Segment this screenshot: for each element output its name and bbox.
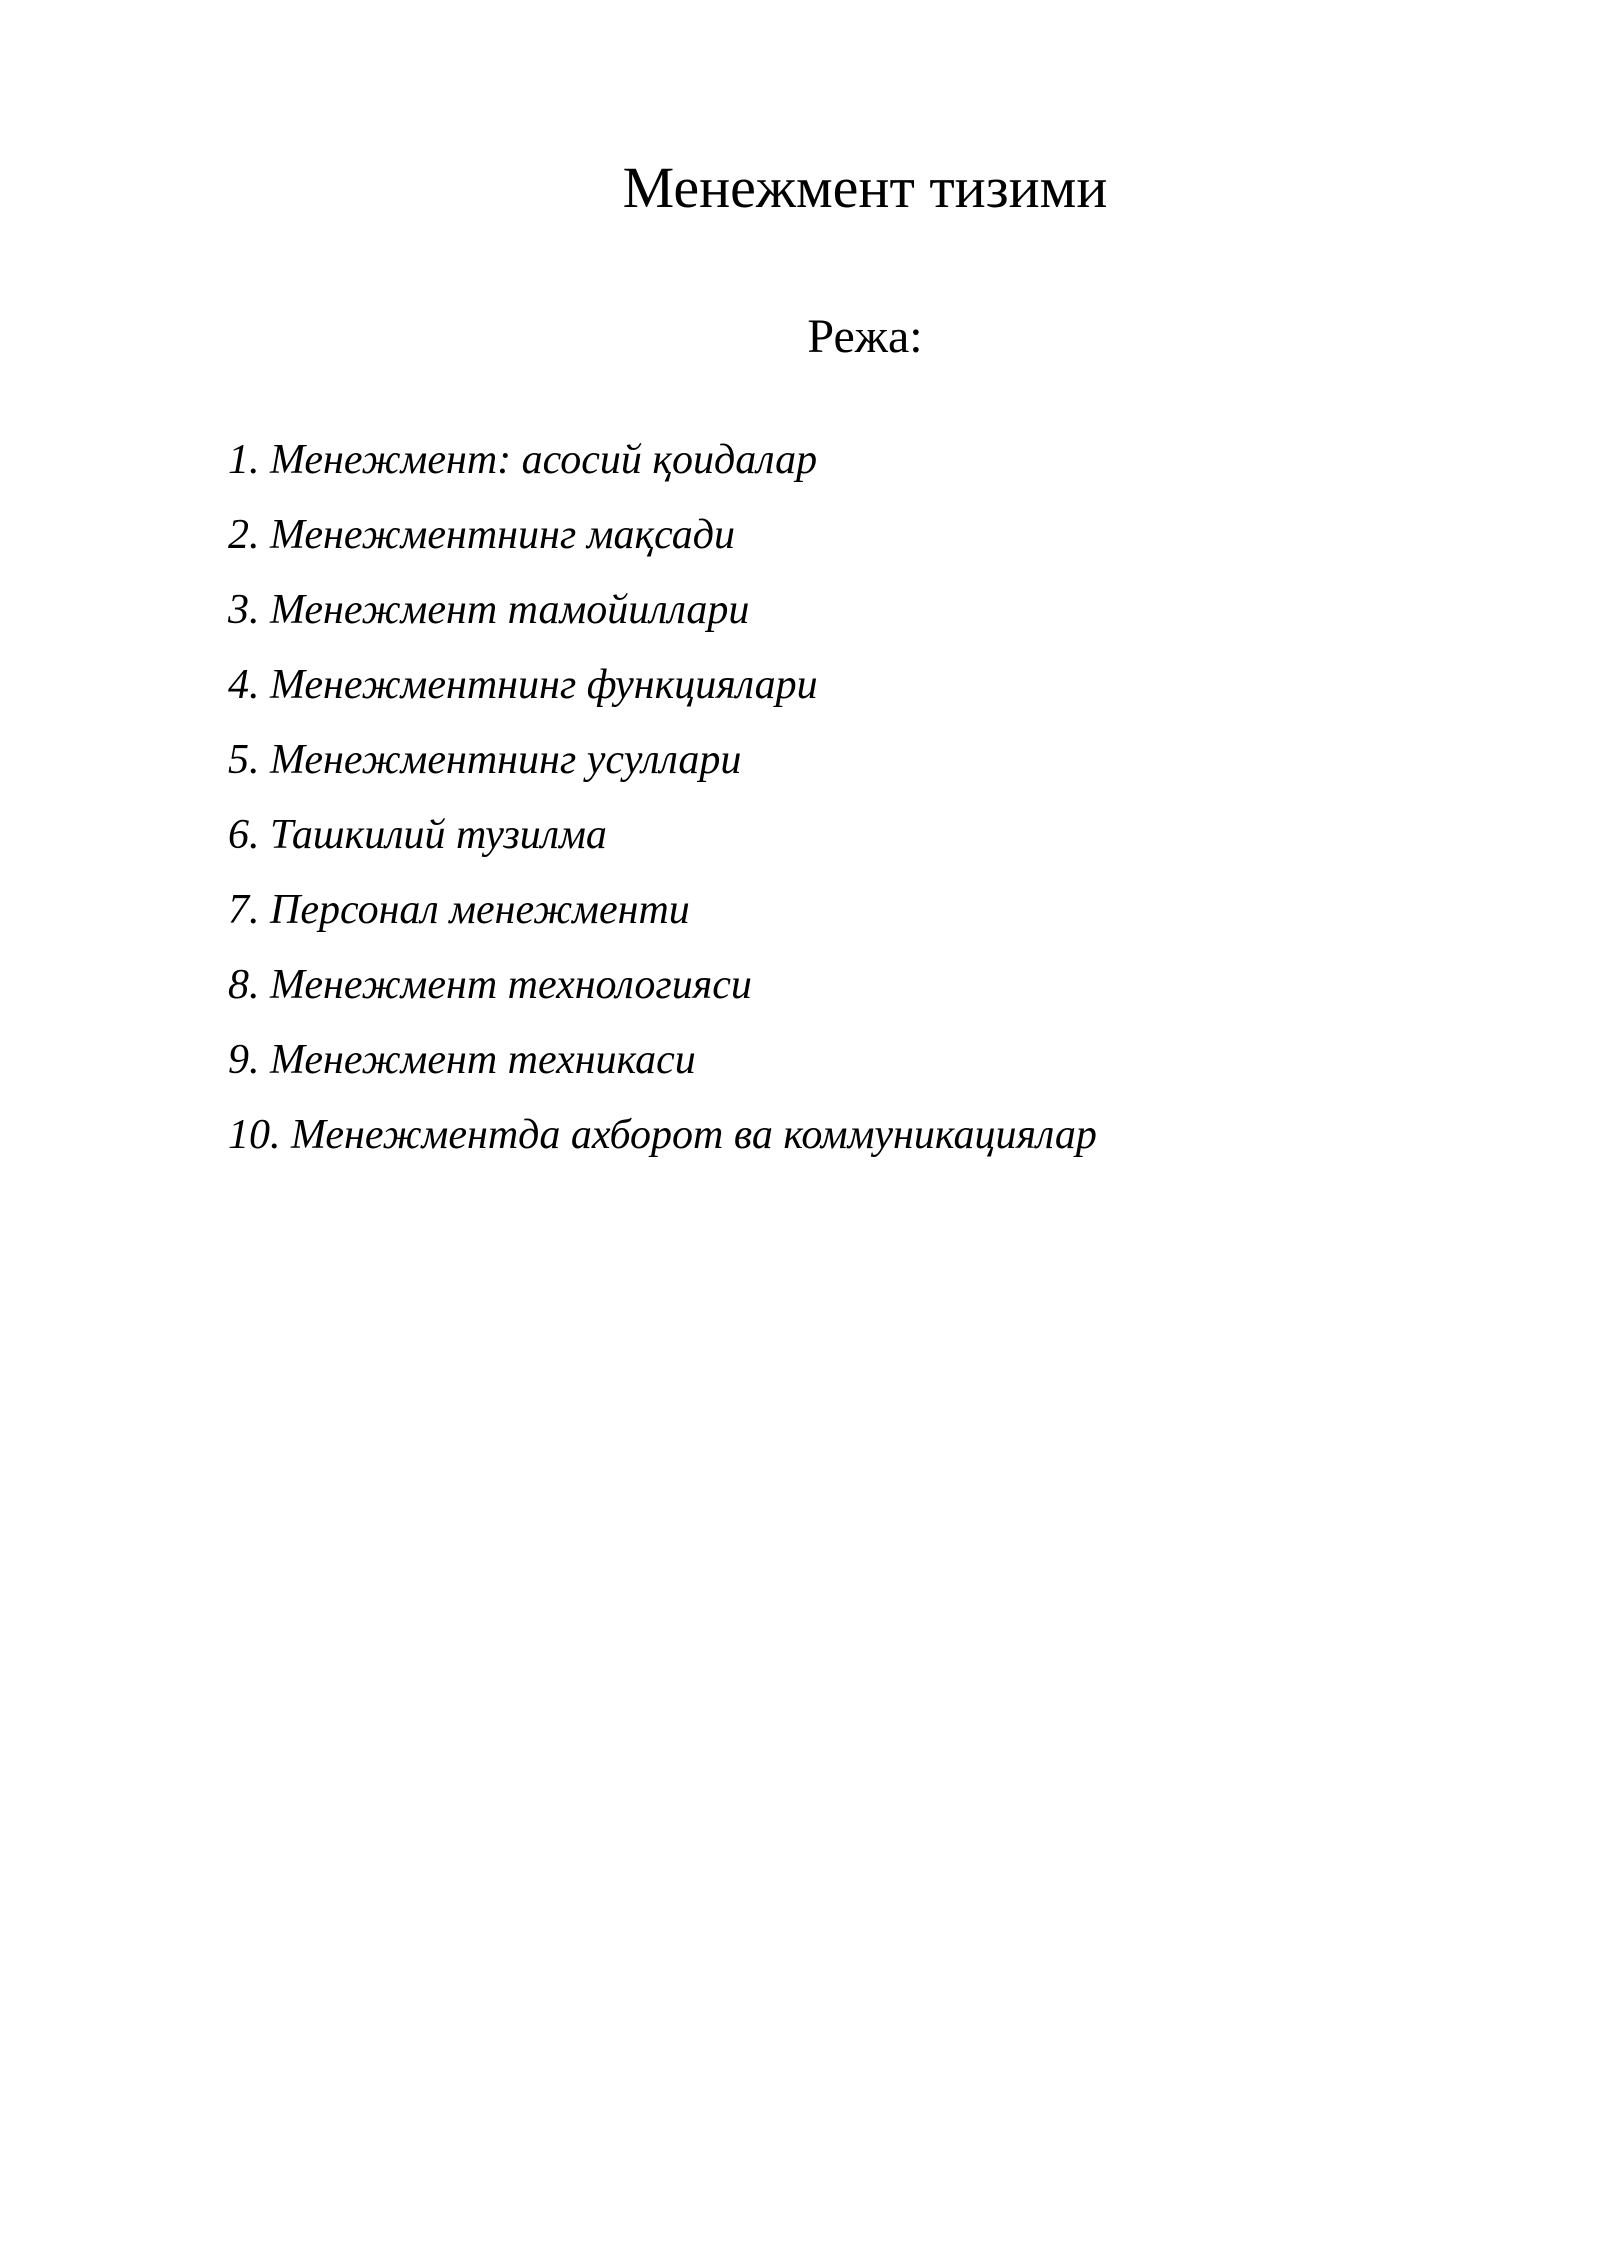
plan-item: 7. Персонал менежменти [228,887,690,933]
plan-item: 10. Менежментда ахборот ва коммуникациялар [228,1112,1097,1158]
page-title: Менежмент тизими [622,155,1108,220]
plan-item: 1. Менежмент: асосий қоидалар [228,437,818,483]
plan-item: 4. Менежментнинг функциялари [228,662,818,708]
plan-heading: Режа: [807,310,923,363]
plan-item: 5. Менежментнинг усуллари [228,737,742,783]
plan-item: 9. Менежмент техникаси [228,1037,696,1083]
plan-list [228,423,1097,1173]
plan-item: 6. Ташкилий тузилма [228,812,607,858]
plan-item: 3. Менежмент тамойиллари [228,587,750,633]
plan-item: 2. Менежментнинг мақсади [228,512,735,558]
plan-item: 8. Менежмент технологияси [228,962,752,1008]
